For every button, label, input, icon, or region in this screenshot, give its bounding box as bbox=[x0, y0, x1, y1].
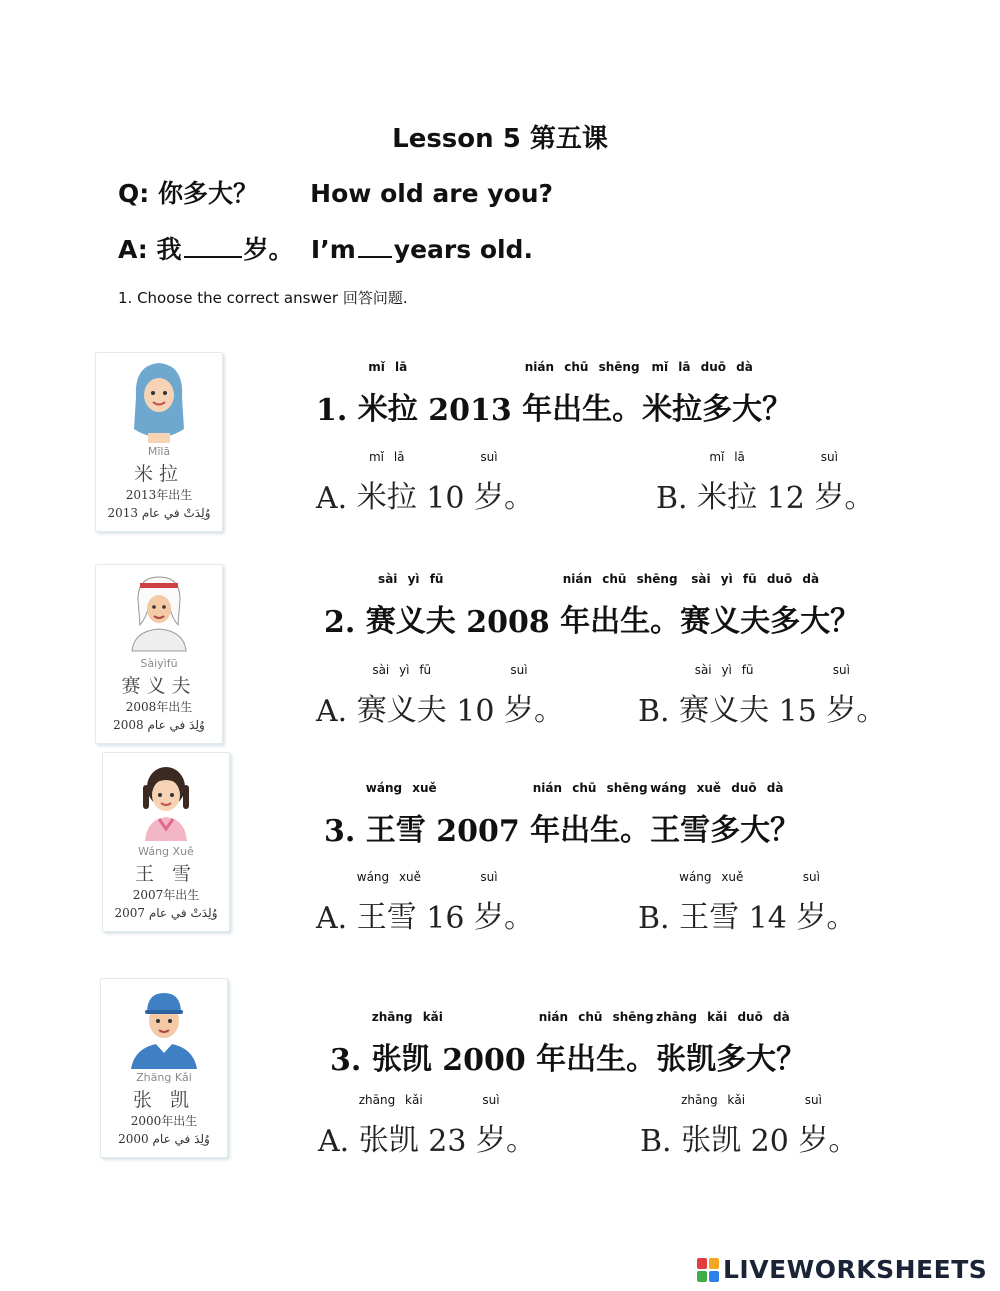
pinyin: mǐ lā bbox=[368, 360, 408, 374]
hanzi-with-pinyin bbox=[356, 870, 422, 936]
card-birth-year: 2013年出生 bbox=[125, 488, 193, 502]
hanzi-with-pinyin bbox=[536, 1010, 657, 1078]
segment-text: 。 bbox=[844, 480, 875, 515]
card-arabic-caption: وُلِدَ في عام 2008 bbox=[113, 718, 205, 732]
pinyin: suì bbox=[482, 1093, 500, 1107]
hanzi-with-pinyin bbox=[680, 572, 831, 640]
line-text bbox=[830, 596, 860, 640]
line-text bbox=[776, 1034, 806, 1078]
line-text bbox=[417, 481, 474, 516]
card-name-cn: 王 雪 bbox=[134, 863, 198, 885]
segment-text: A. bbox=[316, 901, 357, 936]
hanzi-with-pinyin bbox=[474, 450, 504, 516]
card-arabic-caption: وُلِدَ في عام 2000 bbox=[118, 1132, 210, 1146]
girl-hijab-illustration bbox=[122, 357, 196, 443]
line-text bbox=[316, 393, 358, 428]
pinyin: sài yì fū bbox=[378, 572, 444, 586]
hanzi-with-pinyin bbox=[530, 781, 651, 849]
line-text bbox=[324, 605, 366, 640]
segment-text: 1. bbox=[316, 393, 358, 428]
card-arabic-caption: وُلِدَتْ في عام 2007 bbox=[114, 906, 218, 920]
card-birth-year: 2000年出生 bbox=[130, 1114, 198, 1128]
pinyin: nián chū shēng bbox=[532, 781, 648, 795]
segment-text: 岁 bbox=[476, 1123, 506, 1158]
segment-text: A. bbox=[318, 1124, 359, 1159]
pinyin: wáng xuě bbox=[679, 870, 744, 884]
hanzi-with-pinyin bbox=[642, 360, 763, 428]
hanzi-with-pinyin bbox=[656, 1010, 790, 1078]
segment-text: 年出生。 bbox=[560, 604, 681, 639]
option-3b[interactable] bbox=[638, 870, 857, 936]
pinyin: sài yì fū bbox=[694, 663, 754, 677]
segment-text: ？ bbox=[770, 813, 801, 848]
segment-text: 岁 bbox=[474, 480, 504, 515]
option-1b[interactable] bbox=[656, 450, 875, 516]
segment-text: 米拉 bbox=[356, 480, 417, 515]
segment-text: 。 bbox=[826, 900, 857, 935]
pinyin: suì bbox=[802, 870, 820, 884]
pinyin: zhāng kǎi bbox=[681, 1093, 746, 1107]
hanzi-with-pinyin bbox=[365, 781, 437, 849]
brand-text: LIVEWORKSHEETS bbox=[723, 1255, 988, 1284]
line-text bbox=[856, 685, 886, 729]
segment-text: 。 bbox=[506, 1123, 536, 1158]
girl-pigtails-illustration bbox=[129, 757, 203, 843]
pinyin: nián chū shēng bbox=[538, 1010, 654, 1024]
boy-keffiyeh-illustration bbox=[122, 569, 196, 655]
segment-text: 。 bbox=[828, 1123, 859, 1158]
pinyin: wáng xuě bbox=[356, 870, 422, 884]
segment-text: A. bbox=[316, 481, 357, 516]
hanzi-with-pinyin bbox=[371, 1010, 443, 1078]
pinyin: zhāng kǎi bbox=[358, 1093, 423, 1107]
option-1a[interactable] bbox=[316, 450, 534, 516]
card-birth-year: 2007年出生 bbox=[132, 888, 200, 902]
page-title: Lesson 5 第五课 bbox=[392, 124, 608, 154]
line-text bbox=[534, 685, 564, 729]
liveworksheets-brand bbox=[697, 1255, 987, 1284]
segment-text: 年出生。 bbox=[536, 1042, 657, 1077]
line-text bbox=[506, 1115, 536, 1159]
line-text bbox=[656, 481, 697, 516]
hanzi-with-pinyin bbox=[504, 663, 534, 729]
segment-text: 米拉多大 bbox=[642, 392, 763, 427]
blank-age-cn[interactable] bbox=[184, 234, 242, 258]
line-text bbox=[741, 1124, 798, 1159]
pinyin: nián chū shēng bbox=[562, 572, 678, 586]
boy-cap-illustration bbox=[127, 983, 201, 1069]
line-text bbox=[504, 472, 534, 516]
line-text bbox=[828, 1115, 858, 1159]
segment-text: 。 bbox=[534, 693, 564, 728]
card-birth-year: 2008年出生 bbox=[125, 700, 193, 714]
segment-text: 2. bbox=[324, 605, 366, 640]
segment-text: 赛义夫 bbox=[365, 604, 456, 639]
card-name-cn: 张 凯 bbox=[132, 1089, 196, 1111]
line-text bbox=[447, 694, 504, 729]
line-text bbox=[324, 814, 366, 849]
hanzi-with-pinyin bbox=[522, 360, 643, 428]
segment-text: 王雪 bbox=[365, 813, 426, 848]
liveworksheets-logo-icon bbox=[697, 1258, 719, 1282]
question-2 bbox=[324, 572, 861, 640]
line-text bbox=[762, 384, 792, 428]
segment-text: 赛义夫 bbox=[356, 693, 447, 728]
line-text bbox=[770, 805, 800, 849]
pinyin: mǐ lā bbox=[709, 450, 745, 464]
segment-text: ？ bbox=[762, 392, 793, 427]
segment-text: 岁 bbox=[814, 480, 845, 515]
segment-text: 赛义夫多大 bbox=[680, 604, 831, 639]
line-text bbox=[638, 694, 679, 729]
answer-middle: 岁。 I’m bbox=[243, 235, 356, 264]
hanzi-with-pinyin bbox=[697, 450, 758, 516]
segment-text: 2007 bbox=[425, 814, 531, 849]
pinyin: wáng xuě bbox=[365, 781, 437, 795]
question-3 bbox=[324, 781, 801, 849]
segment-text: ？ bbox=[776, 1042, 807, 1077]
pinyin: suì bbox=[820, 450, 838, 464]
segment-text: 2013 bbox=[417, 393, 523, 428]
pinyin: suì bbox=[480, 870, 498, 884]
option-3a[interactable] bbox=[316, 870, 534, 936]
pinyin: wáng xuě duō dà bbox=[650, 781, 784, 795]
segment-text: 23 bbox=[418, 1124, 476, 1159]
pinyin: zhāng kǎi bbox=[371, 1010, 443, 1024]
segment-text: 岁 bbox=[474, 900, 504, 935]
hanzi-with-pinyin bbox=[814, 450, 845, 516]
pinyin: mǐ lā bbox=[368, 450, 405, 464]
card-name-en: Mīlā bbox=[147, 445, 171, 458]
line-text bbox=[426, 814, 530, 849]
line-text bbox=[456, 605, 560, 640]
segment-text: 2000 bbox=[431, 1043, 537, 1078]
card-name-cn: 赛义夫 bbox=[121, 675, 197, 697]
segment-text: 3. bbox=[330, 1043, 372, 1078]
student-card-saiyifu bbox=[95, 564, 223, 744]
pinyin: suì bbox=[510, 663, 528, 677]
pinyin: suì bbox=[832, 663, 850, 677]
segment-text: 王雪 bbox=[679, 900, 740, 935]
line-text bbox=[640, 1124, 681, 1159]
segment-text: 15 bbox=[769, 694, 827, 729]
card-arabic-caption: وُلِدَتْ في عام 2013 bbox=[107, 506, 211, 520]
line-text bbox=[844, 472, 874, 516]
pinyin: zhāng kǎi duō dà bbox=[656, 1010, 790, 1024]
hanzi-with-pinyin bbox=[798, 1093, 829, 1159]
hanzi-with-pinyin bbox=[796, 870, 827, 936]
question-4 bbox=[330, 1010, 807, 1078]
hanzi-with-pinyin bbox=[357, 360, 418, 428]
hanzi-with-pinyin bbox=[826, 663, 857, 729]
pinyin: sài yì fū bbox=[372, 663, 432, 677]
segment-text: 12 bbox=[757, 481, 815, 516]
segment-text: 赛义夫 bbox=[679, 693, 770, 728]
card-name-cn: 米拉 bbox=[133, 463, 184, 485]
hanzi-with-pinyin bbox=[560, 572, 681, 640]
student-card-wangxue bbox=[102, 752, 230, 932]
segment-text: 14 bbox=[739, 901, 797, 936]
hanzi-with-pinyin bbox=[650, 781, 784, 849]
answer-line bbox=[118, 230, 533, 266]
line-text bbox=[769, 694, 826, 729]
segment-text: 2008 bbox=[455, 605, 561, 640]
segment-text: 张凯 bbox=[371, 1042, 432, 1077]
segment-text: 岁 bbox=[826, 693, 857, 728]
segment-text: 张凯多大 bbox=[656, 1042, 777, 1077]
question-1 bbox=[316, 360, 793, 428]
card-name-en: Zhāng Kǎi bbox=[136, 1071, 192, 1084]
segment-text: 岁 bbox=[798, 1123, 829, 1158]
line-text bbox=[432, 1043, 536, 1078]
hanzi-with-pinyin bbox=[356, 450, 417, 516]
hanzi-with-pinyin bbox=[358, 1093, 423, 1159]
segment-text: 年出生。 bbox=[530, 813, 651, 848]
pinyin: suì bbox=[804, 1093, 822, 1107]
segment-text: 。 bbox=[504, 480, 534, 515]
segment-text: ？ bbox=[830, 604, 861, 639]
hanzi-with-pinyin bbox=[356, 663, 447, 729]
segment-text: 。 bbox=[504, 900, 534, 935]
segment-text: 王雪多大 bbox=[650, 813, 771, 848]
line-text bbox=[417, 901, 474, 936]
segment-text: 王雪 bbox=[356, 900, 417, 935]
line-text bbox=[316, 694, 357, 729]
segment-text: 10 bbox=[446, 694, 504, 729]
hanzi-with-pinyin bbox=[365, 572, 456, 640]
line-text bbox=[638, 901, 679, 936]
card-name-en: Sàiyìfū bbox=[140, 657, 178, 670]
segment-text: 岁 bbox=[796, 900, 827, 935]
segment-text: B. bbox=[656, 481, 698, 516]
option-4b[interactable] bbox=[640, 1093, 859, 1159]
hanzi-with-pinyin bbox=[681, 1093, 746, 1159]
line-text bbox=[826, 892, 856, 936]
pinyin: suì bbox=[480, 450, 498, 464]
blank-age-en[interactable] bbox=[358, 234, 392, 258]
pinyin: mǐ lā duō dà bbox=[651, 360, 753, 374]
segment-text: 年出生。 bbox=[522, 392, 643, 427]
line-text bbox=[504, 892, 534, 936]
line-text bbox=[418, 393, 522, 428]
line-text bbox=[757, 481, 814, 516]
segment-text: B. bbox=[638, 694, 680, 729]
hanzi-with-pinyin bbox=[476, 1093, 506, 1159]
segment-text: A. bbox=[316, 694, 357, 729]
pinyin: nián chū shēng bbox=[524, 360, 640, 374]
segment-text: 米拉 bbox=[357, 392, 418, 427]
segment-text: 16 bbox=[416, 901, 474, 936]
line-text bbox=[330, 1043, 372, 1078]
line-text bbox=[316, 901, 357, 936]
instruction: 1. Choose the correct answer 回答问题. bbox=[118, 289, 408, 307]
card-name-en: Wáng Xuě bbox=[138, 845, 194, 858]
segment-text: 张凯 bbox=[358, 1123, 419, 1158]
option-2b[interactable] bbox=[638, 663, 887, 729]
segment-text: 张凯 bbox=[681, 1123, 742, 1158]
student-card-mila bbox=[95, 352, 223, 532]
line-text bbox=[419, 1124, 476, 1159]
segment-text: 10 bbox=[416, 481, 474, 516]
segment-text: 20 bbox=[741, 1124, 799, 1159]
segment-text: 。 bbox=[856, 693, 887, 728]
option-4a[interactable] bbox=[318, 1093, 536, 1159]
hanzi-with-pinyin bbox=[679, 663, 770, 729]
hanzi-with-pinyin bbox=[474, 870, 504, 936]
option-2a[interactable] bbox=[316, 663, 564, 729]
answer-suffix: years old. bbox=[393, 235, 533, 264]
segment-text: 3. bbox=[324, 814, 366, 849]
question-line: Q: 你多大？ How old are you? bbox=[118, 179, 554, 208]
answer-prefix: A: 我 bbox=[118, 235, 182, 264]
line-text bbox=[739, 901, 796, 936]
line-text bbox=[318, 1124, 359, 1159]
pinyin: sài yì fū duō dà bbox=[691, 572, 820, 586]
segment-text: 岁 bbox=[504, 693, 534, 728]
hanzi-with-pinyin bbox=[679, 870, 744, 936]
segment-text: B. bbox=[640, 1124, 682, 1159]
line-text bbox=[316, 481, 357, 516]
segment-text: B. bbox=[638, 901, 680, 936]
segment-text: 米拉 bbox=[697, 480, 758, 515]
student-card-zhangkai bbox=[100, 978, 228, 1158]
